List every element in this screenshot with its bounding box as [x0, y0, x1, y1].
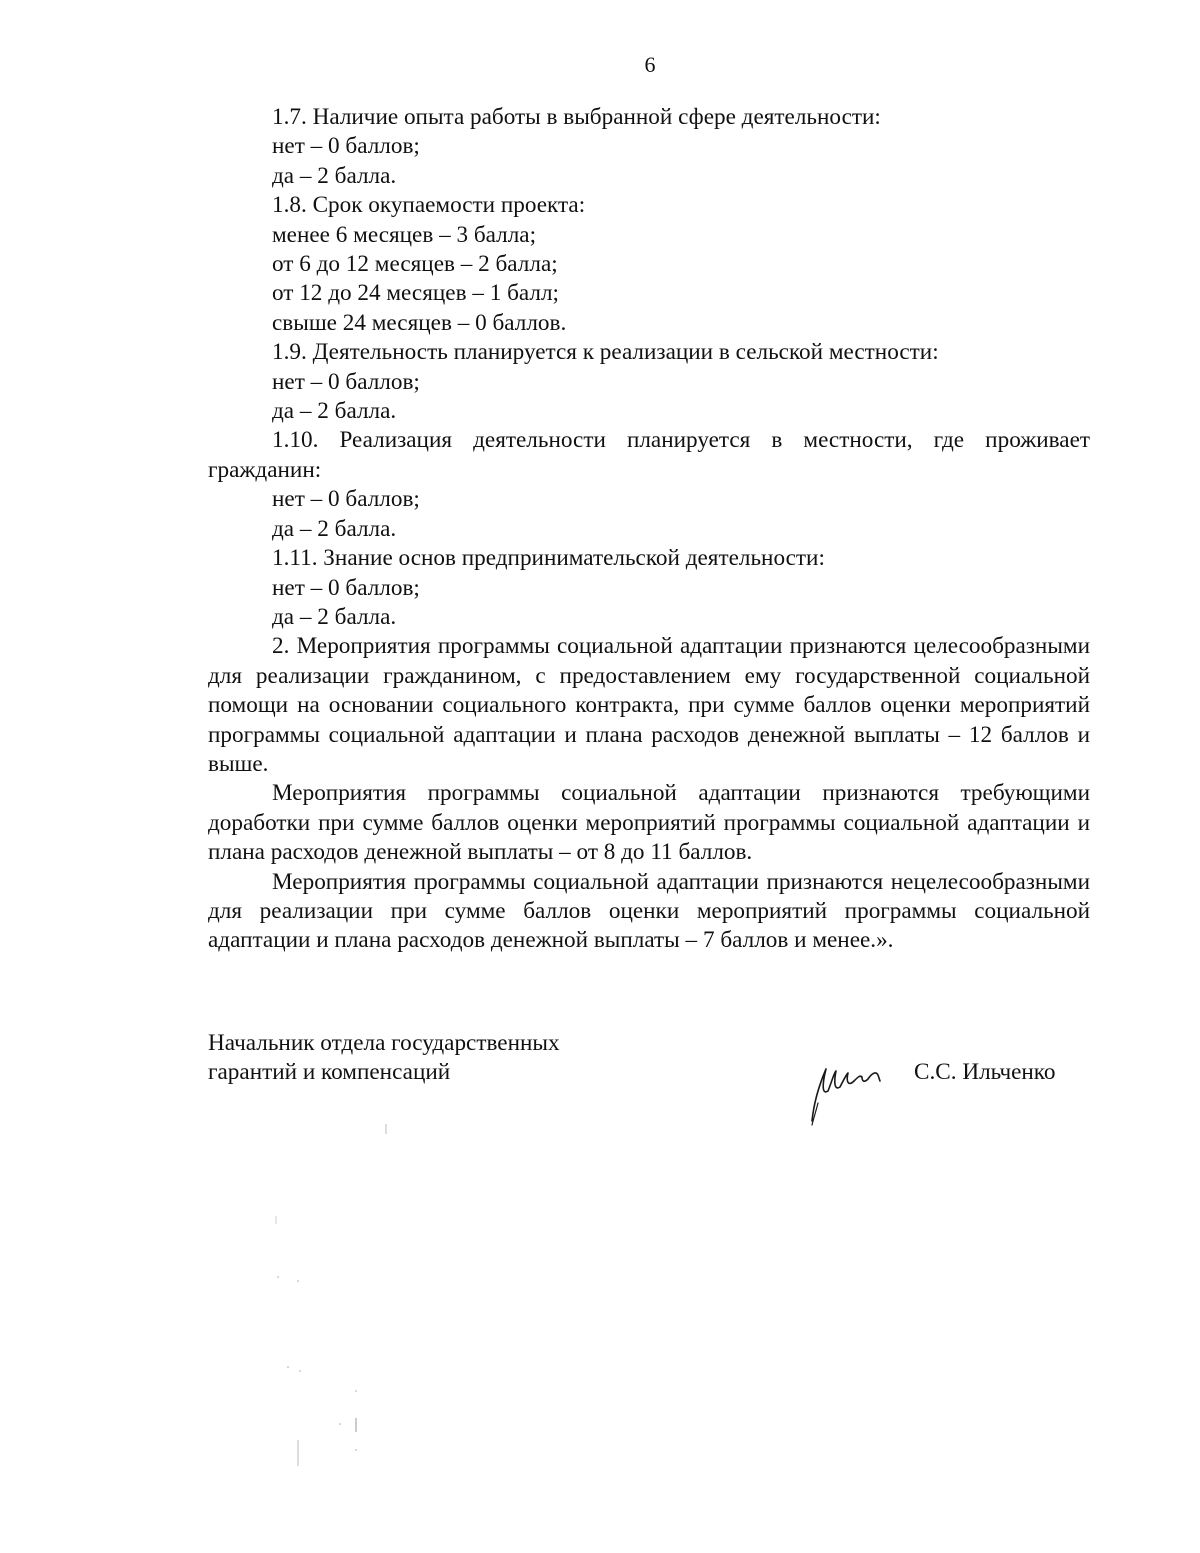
- page-number: 6: [644, 52, 656, 77]
- paragraph: 1.8. Срок окупаемости проекта:: [272, 192, 586, 219]
- signatory-position-line-2: гарантий и компенсаций: [208, 1059, 451, 1086]
- paragraph: Мероприятия программы социальной адаптации признаются нецелесообразными для реализации при сумме баллов оценки мероприятий программы социальной адаптации и плана расходов денежной выплаты – 7 баллов и менее.».: [208, 868, 1090, 954]
- paragraph: 2. Мероприятия программы социальной адаптации признаются целесообразными для реализации гражданином, с предоставлением ему государственной социальной помощи на основании социального контракта, при сумме баллов оценки мероприятий программы социальной адаптации и плана расходов денежной выплаты – 12 баллов и выше.: [208, 633, 1090, 777]
- paragraph: нет – 0 баллов;: [272, 486, 420, 513]
- paragraph: от 6 до 12 месяцев – 2 балла;: [272, 251, 558, 278]
- paragraph: да – 2 балла.: [272, 398, 397, 425]
- document-body: [208, 103, 1090, 956]
- paragraph: да – 2 балла.: [272, 603, 397, 630]
- paragraph: нет – 0 баллов;: [272, 368, 420, 395]
- paragraph: да – 2 балла.: [272, 515, 397, 542]
- signatory-name: С.С. Ильченко: [914, 1059, 1056, 1085]
- paragraph: от 12 до 24 месяцев – 1 балл;: [272, 280, 559, 307]
- signatory-position-line-1: Начальник отдела государственных: [208, 1030, 560, 1056]
- paragraph: менее 6 месяцев – 3 балла;: [272, 221, 537, 248]
- paragraph: нет – 0 баллов;: [272, 574, 420, 601]
- paragraph: да – 2 балла.: [272, 162, 397, 189]
- paragraph: Мероприятия программы социальной адаптации признаются требующими доработки при сумме баллов оценки мероприятий программы социальной адаптации и плана расходов денежной выплаты – от 8 до 11 баллов.: [208, 780, 1090, 866]
- paragraph: 1.9. Деятельность планируется к реализации в сельской местности:: [272, 339, 939, 366]
- paragraph: свыше 24 месяцев – 0 баллов.: [272, 309, 567, 336]
- paragraph: 1.10. Реализация деятельности планируется в местности, где проживает гражданин:: [208, 427, 1090, 483]
- signatory-position: [208, 1029, 628, 1088]
- signature-block: [208, 1029, 1090, 1149]
- handwritten-signature-icon: [792, 1051, 892, 1131]
- paragraph: 1.7. Наличие опыта работы в выбранной сфере деятельности:: [272, 104, 881, 130]
- paragraph: 1.11. Знание основ предпринимательской деятельности:: [272, 545, 825, 572]
- paragraph: нет – 0 баллов;: [272, 133, 420, 160]
